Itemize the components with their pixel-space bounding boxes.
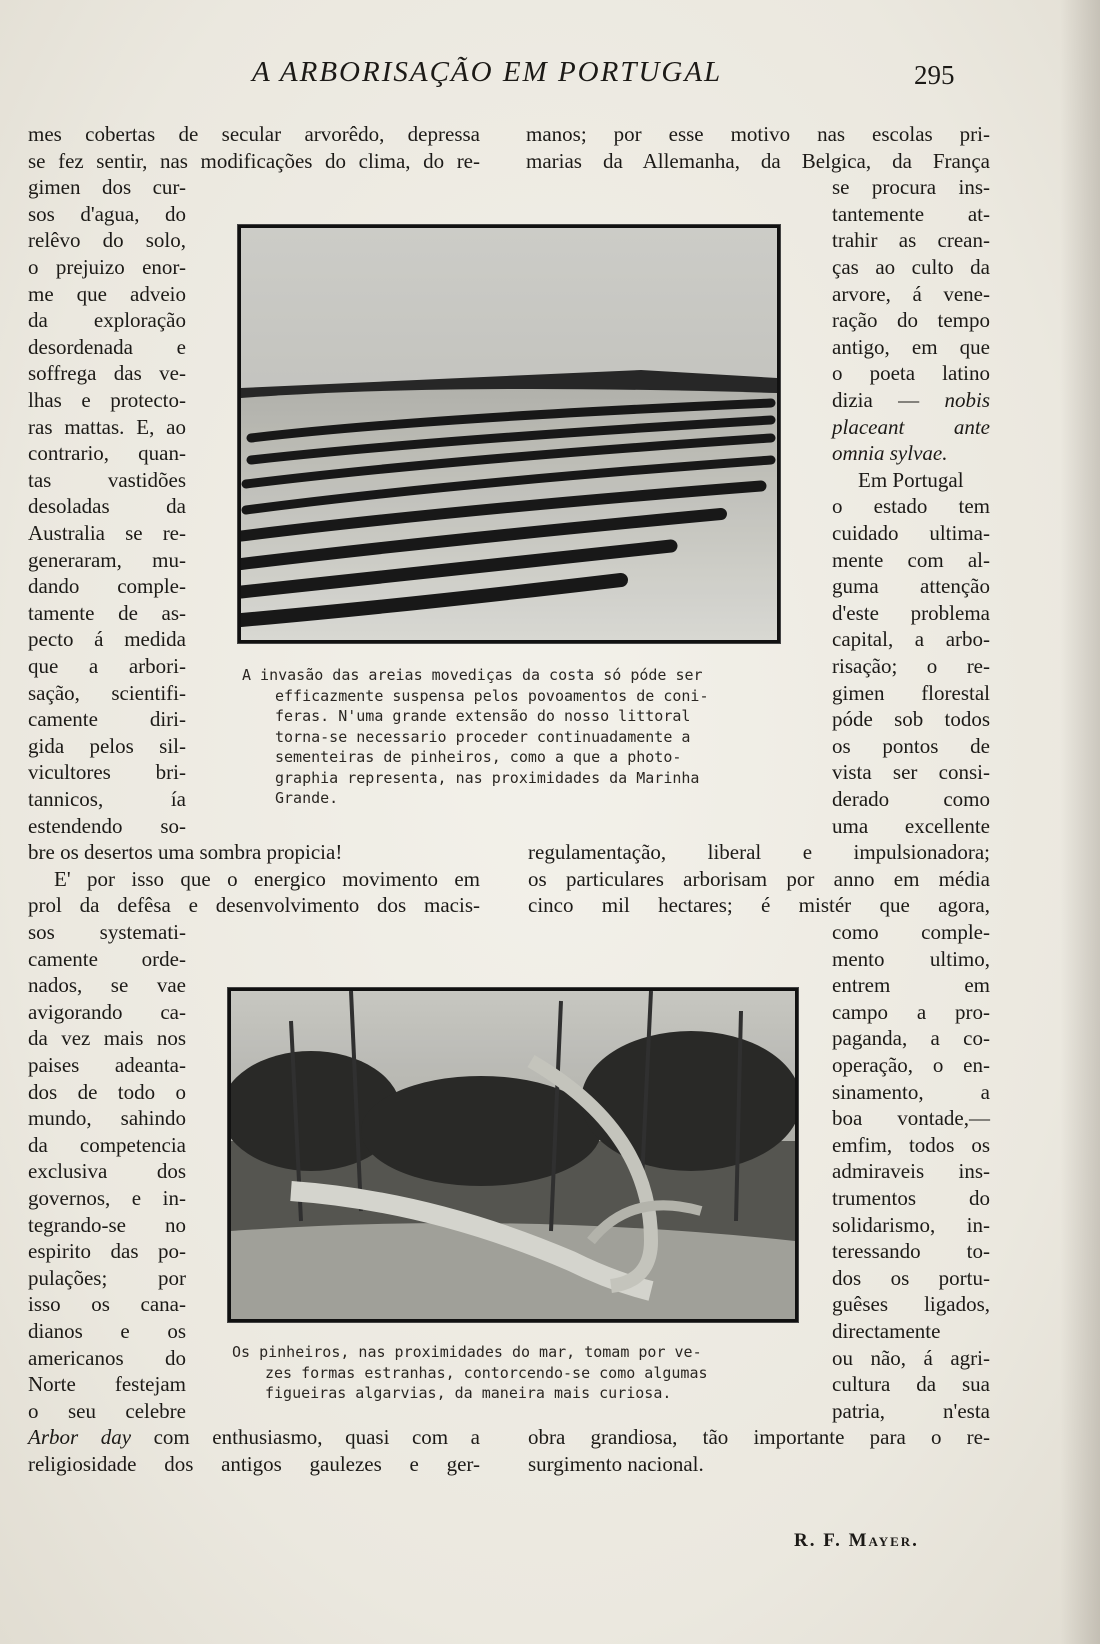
right-column-line: omnia sylvae. — [832, 441, 948, 466]
left-column-line: isso os cana- — [28, 1292, 186, 1317]
left-column-line: relêvo do solo, — [28, 228, 186, 253]
left-column-line: se fez sentir, nas modificações do clima, do re- — [28, 148, 480, 173]
left-column-line: desoladas da — [28, 494, 186, 519]
left-column-line: Norte festejam — [28, 1372, 186, 1397]
page-spine-shadow — [1060, 0, 1100, 1644]
left-column-line: mundo, sahindo — [28, 1106, 186, 1131]
right-column-line: trahir as crean- — [832, 228, 990, 253]
right-column-line: mento ultimo, — [832, 946, 990, 971]
pines-photograph — [228, 988, 798, 1322]
right-column-line: regulamentação, liberal e impulsionadora; — [528, 840, 990, 865]
left-column-line: estendendo so- — [28, 813, 186, 838]
right-column-line: ou não, á agri- — [832, 1345, 990, 1370]
right-column-line: ças ao culto da — [832, 255, 990, 279]
left-column-line: exclusiva dos — [28, 1159, 186, 1184]
author-signature: R. F. Mayer. — [794, 1530, 919, 1551]
left-column-line: americanos do — [28, 1345, 186, 1370]
left-column-line: o prejuizo enor- — [28, 255, 186, 279]
caption-line: Grande. — [275, 789, 339, 807]
right-column-line: dizia — nobis — [832, 388, 990, 412]
right-column-line: paganda, a co- — [832, 1026, 990, 1051]
right-column-line: antigo, em que — [832, 334, 990, 359]
pines-photograph-image — [231, 991, 795, 1319]
dunes-photograph — [238, 225, 780, 643]
left-column-line: ras mattas. E, ao — [28, 414, 186, 439]
left-column-line: da exploração — [28, 308, 186, 333]
left-column-line: camente orde- — [28, 946, 186, 971]
dunes-photograph-image — [241, 228, 777, 640]
right-column-line: d'este problema — [832, 600, 990, 625]
left-column-line: da vez mais nos — [28, 1026, 186, 1051]
right-column-line: o estado tem — [832, 494, 990, 519]
running-title: A ARBORISAÇÃO EM PORTUGAL — [252, 56, 723, 88]
right-column-line: admiraveis ins- — [832, 1159, 990, 1184]
left-column-line: espirito das po- — [28, 1239, 186, 1264]
left-column-line: gimen dos cur- — [28, 175, 186, 200]
right-column-line: guma attenção — [832, 574, 990, 599]
right-column-line: tantemente at- — [832, 201, 990, 226]
left-column-line: E' por isso que o energico movimento em — [54, 866, 480, 891]
left-column-line: soffrega das ve- — [28, 361, 186, 386]
right-column-line: surgimento nacional. — [528, 1452, 704, 1476]
right-column-line: emfim, todos os — [832, 1132, 990, 1157]
caption-line: A invasão das areias movediças da costa só póde ser — [242, 666, 703, 684]
left-column-line: generaram, mu- — [28, 547, 186, 572]
left-column-line: dos de todo o — [28, 1079, 186, 1104]
right-column-line: póde sob todos — [832, 707, 990, 732]
right-column-line: gimen florestal — [832, 680, 990, 705]
right-column-line: cultura da sua — [832, 1372, 990, 1397]
right-column-line: teressando to- — [832, 1239, 990, 1264]
right-column-line: se procura ins- — [832, 175, 990, 200]
caption-line: efficazmente suspensa pelos povoamentos de coni- — [275, 686, 709, 705]
right-column-line: vista ser consi- — [832, 760, 990, 785]
right-column-line: trumentos do — [832, 1186, 990, 1210]
page-header — [0, 56, 1100, 96]
right-column-line: ração do tempo — [832, 308, 990, 333]
right-column-line: o poeta latino — [832, 361, 990, 386]
left-column-line: nados, se vae — [28, 973, 186, 998]
right-column-line: patria, n'esta — [832, 1398, 990, 1423]
left-column-line: desordenada e — [28, 334, 186, 359]
right-column-line: os particulares arborisam por anno em média — [528, 866, 990, 891]
left-column-line: o seu celebre — [28, 1398, 186, 1423]
caption-line: figueiras algarvias, da maneira mais curiosa. — [265, 1384, 672, 1402]
left-column-line: sos systemati- — [28, 920, 186, 944]
left-column-line: contrario, quan- — [28, 441, 186, 466]
right-column-line: operação, o en- — [832, 1053, 990, 1077]
left-column-line: governos, e in- — [28, 1186, 186, 1210]
right-column-line: cuidado ultima- — [832, 521, 990, 545]
left-column-line: pecto á medida — [28, 627, 186, 652]
left-column-line: bre os desertos uma sombra propicia! — [28, 840, 343, 865]
left-column-line: tannicos, ía — [28, 787, 186, 811]
left-column-line: me que adveio — [28, 281, 186, 306]
right-column-line: cinco mil hectares; é mistér que agora, — [528, 893, 990, 918]
right-column-line: derado como — [832, 787, 990, 811]
left-column-line: dando comple- — [28, 574, 186, 599]
right-column-line: mente com al- — [832, 547, 990, 572]
left-column-line: Arbor day com enthusiasmo, quasi com a — [28, 1425, 480, 1450]
left-column-line: dianos e os — [28, 1319, 186, 1343]
right-column-line: guêses ligados, — [832, 1292, 990, 1317]
right-column-line: arvore, á vene- — [832, 281, 990, 306]
right-column-line: os pontos de — [832, 733, 990, 758]
right-column-line: sinamento, a — [832, 1079, 990, 1104]
right-column-line: como comple- — [832, 920, 990, 944]
right-column-line: capital, a arbo- — [832, 627, 990, 652]
left-column-line: pulações; por — [28, 1265, 186, 1290]
left-column-line: Australia se re- — [28, 521, 186, 545]
right-column-line: manos; por esse motivo nas escolas pri- — [526, 122, 990, 146]
right-column-line: placeant ante — [832, 414, 990, 439]
caption-line: sementeiras de pinheiros, como a que a photo- — [275, 748, 682, 766]
page-number: 295 — [914, 60, 955, 90]
caption-line: zes formas estranhas, contorcendo-se como algumas — [265, 1363, 708, 1382]
right-column-line: directamente — [832, 1319, 941, 1343]
right-column-line: marias da Allemanha, da Belgica, da França — [526, 148, 990, 173]
left-column-line: sos d'agua, do — [28, 201, 186, 226]
left-column-line: avigorando ca- — [28, 999, 186, 1024]
right-column-line: solidarismo, in- — [832, 1212, 990, 1237]
left-column-line: da competencia — [28, 1132, 186, 1157]
right-column-line: risação; o re- — [832, 654, 990, 678]
right-column-line: Em Portugal — [858, 467, 964, 492]
left-column-line: vicultores bri- — [28, 760, 186, 785]
left-column-line: paises adeanta- — [28, 1053, 186, 1077]
left-column-line: que a arbori- — [28, 654, 186, 678]
left-column-line: gida pelos sil- — [28, 733, 186, 758]
caption-line: Os pinheiros, nas proximidades do mar, tomam por ve- — [232, 1343, 702, 1361]
left-column-line: sação, scientifi- — [28, 680, 186, 705]
left-column-line: tamente de as- — [28, 600, 186, 625]
caption-line: feras. N'uma grande extensão do nosso littoral — [275, 707, 691, 725]
caption-line: graphia representa, nas proximidades da Marinha — [275, 768, 700, 787]
right-column-line: uma excellente — [832, 813, 990, 838]
caption-line: torna-se necessario proceder continuadamente a — [275, 727, 691, 746]
left-column-line: religiosidade dos antigos gaulezes e ger- — [28, 1452, 480, 1476]
left-column-line: camente diri- — [28, 707, 186, 732]
left-column-line: lhas e protecto- — [28, 388, 186, 412]
left-column-line: tas vastidões — [28, 467, 186, 492]
right-column-line: boa vontade,— — [832, 1106, 990, 1131]
left-column-line: tegrando-se no — [28, 1212, 186, 1237]
right-column-line: obra grandiosa, tão importante para o re- — [528, 1425, 990, 1450]
left-column-line: mes cobertas de secular arvorêdo, depressa — [28, 122, 480, 146]
right-column-line: campo a pro- — [832, 999, 990, 1024]
right-column-line: entrem em — [832, 973, 990, 998]
left-column-line: prol da defêsa e desenvolvimento dos macis- — [28, 893, 480, 918]
right-column-line: dos os portu- — [832, 1265, 990, 1290]
